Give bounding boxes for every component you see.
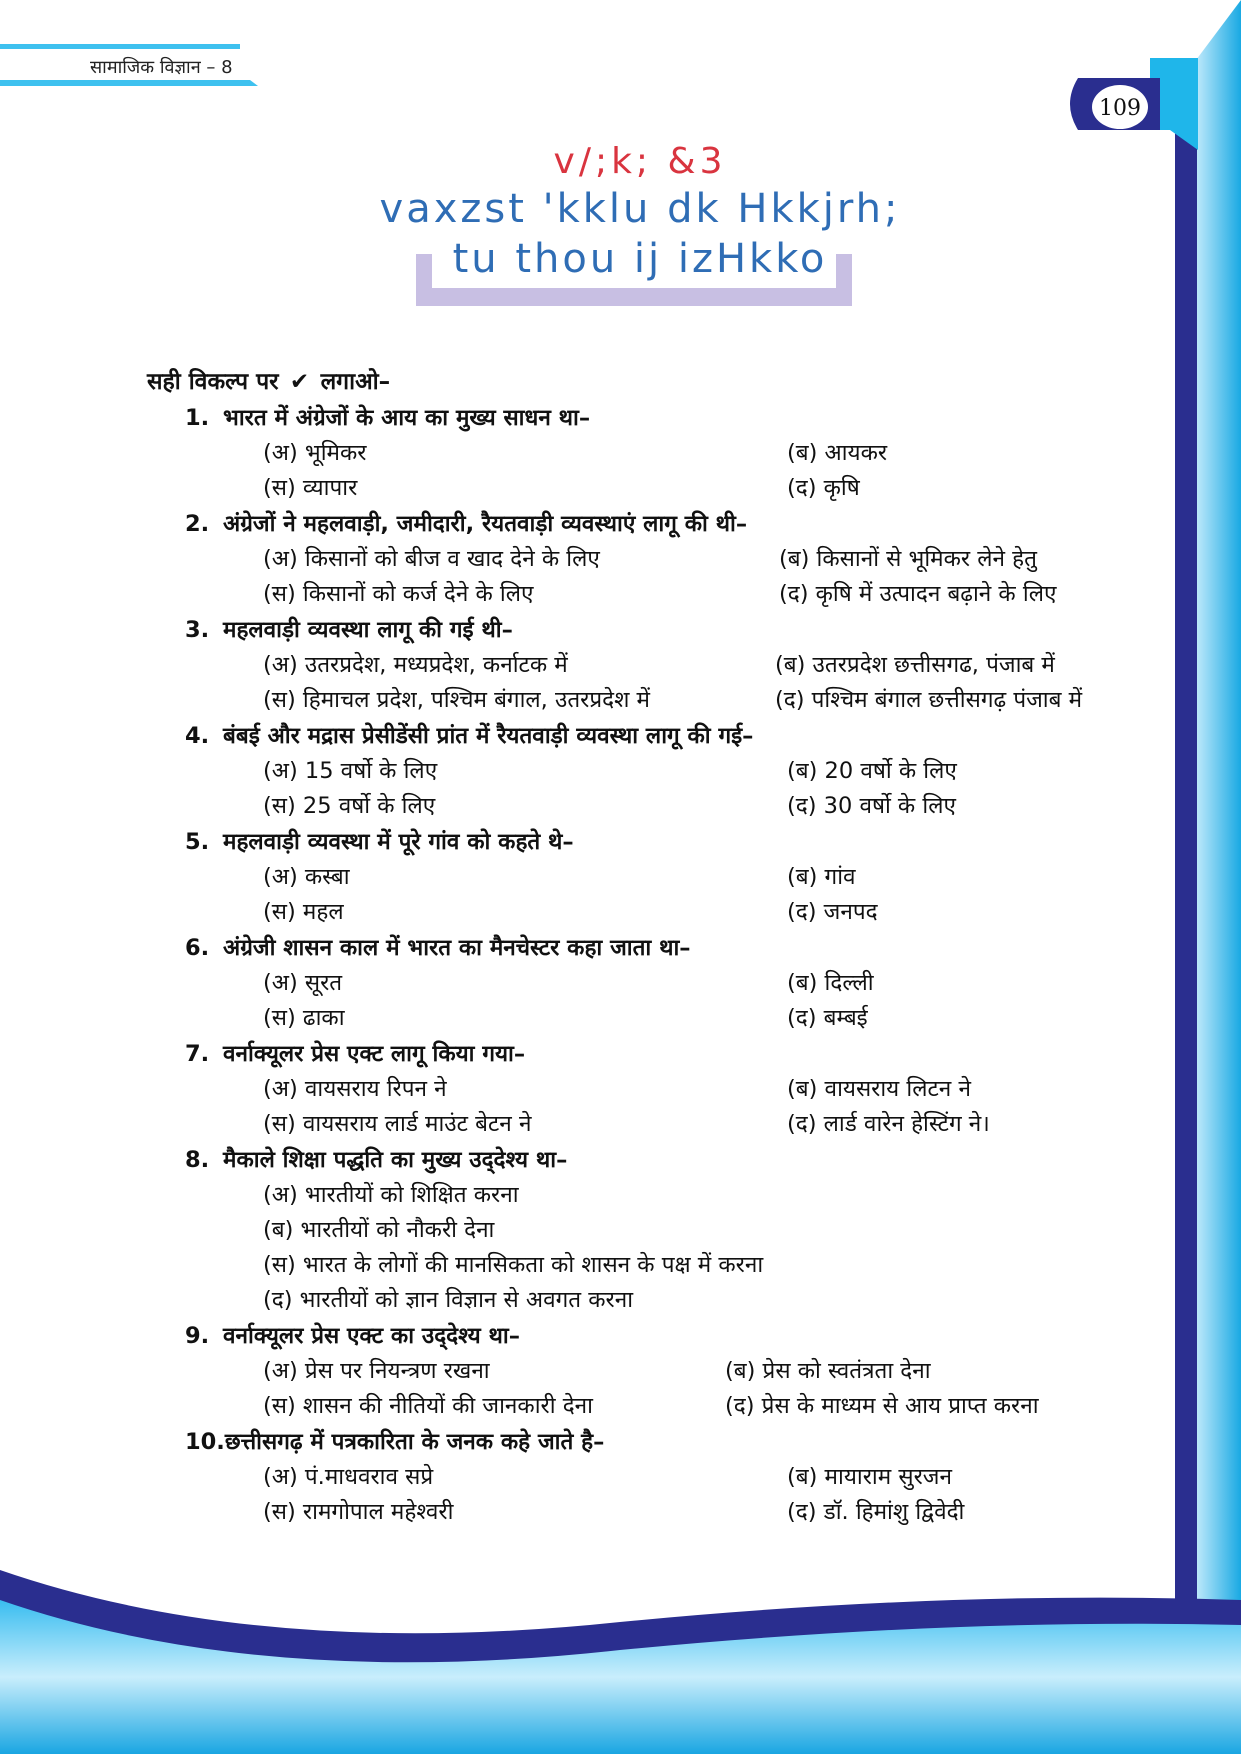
question-text: छत्तीसगढ़ में पत्रकारिता के जनक कहे जाते है– [224,1429,605,1455]
option: (स) ढाका [263,1005,345,1031]
exercise-content [147,364,1137,1530]
question-text: भारत में अंग्रेजों के आय का मुख्य साधन था– [223,405,591,431]
question-text: महलवाड़ी व्यवस्था लागू की गई थी– [223,617,513,643]
question-text: महलवाड़ी व्यवस्था में पूरे गांव को कहते थे– [223,829,574,855]
option: (द) लार्ड वारेन हेस्टिंग ने। [787,1111,990,1137]
question-number: 4. [185,723,210,749]
option: (ब) किसानों से भूमिकर लेने हेतु [779,546,1037,572]
option-grid [263,1460,1137,1530]
option: (स) किसानों को कर्ज देने के लिए [263,581,534,607]
option: (ब) आयकर [787,440,888,466]
option: (स) वायसराय लार्ड माउंट बेटन ने [263,1111,532,1137]
page-number: 109 [1099,95,1141,121]
question [185,1318,1137,1424]
option-grid [263,542,1137,612]
question-number: 9. [185,1323,210,1349]
question-text: मैकाले शिक्षा पद्धति का मुख्य उद्‌देश्य था– [223,1147,568,1173]
instruction-text-after: लगाओ– [320,369,391,395]
option: (अ) किसानों को बीज व खाद देने के लिए [263,546,600,572]
option: (अ) पं.माधवराव सप्रे [263,1464,434,1490]
option: (द) डॉ. हिमांशु द्विवेदी [787,1499,965,1525]
option: (अ) उतरप्रदेश, मध्यप्रदेश, कर्नाटक में [263,652,568,678]
question [185,718,1137,824]
instruction [147,364,1137,400]
question [185,1142,1137,1318]
question-text: बंबई और मद्रास प्रेसीडेंसी प्रांत में रैयतवाड़ी व्यवस्था लागू की गई– [223,723,754,749]
chapter-title-line-1: vaxzst 'kklu dk Hkkjrh; [379,186,901,232]
option: (द) पश्चिम बंगाल छत्तीसगढ़ पंजाब में [775,687,1083,713]
question-list [147,400,1137,1530]
question-number: 8. [185,1147,210,1173]
option: (स) हिमाचल प्रदेश, पश्चिम बंगाल, उतरप्रदेश में [263,687,651,713]
instruction-text-before: सही विकल्प पर [147,369,279,395]
question-number: 3. [185,617,210,643]
option: (द) जनपद [787,899,878,925]
option-grid [263,1354,1137,1424]
option: (द) भारतीयों को ज्ञान विज्ञान से अवगत करना [263,1287,634,1313]
option: (अ) 15 वर्षो के लिए [263,758,438,784]
option: (अ) कस्बा [263,864,350,890]
option-grid [263,860,1137,930]
question-text: वर्नाक्यूलर प्रेस एक्ट लागू किया गया– [223,1041,526,1067]
question-text: अंग्रेजों ने महलवाड़ी, जमीदारी, रैयतवाड़ी व्यवस्थाएं लागू की थी– [223,511,748,537]
chapter-title-block [350,140,930,284]
option: (स) महल [263,899,344,925]
option-grid [263,436,1137,506]
option: (ब) भारतीयों को नौकरी देना [263,1217,495,1243]
option: (ब) गांव [787,864,856,890]
question-text: वर्नाक्यूलर प्रेस एक्ट का उद्‌देश्य था– [223,1323,520,1349]
chapter-title-line-2: tu thou ij izHkko [452,236,828,282]
option: (द) 30 वर्षो के लिए [787,793,956,819]
header-line-top [0,44,240,49]
option: (स) शासन की नीतियों की जानकारी देना [263,1393,593,1419]
option: (अ) भूमिकर [263,440,367,466]
chapter-label: v/;k; &3 [553,141,727,182]
question-number: 5. [185,829,210,855]
option: (स) 25 वर्षो के लिए [263,793,436,819]
option: (द) कृषि [787,475,860,501]
option: (स) भारत के लोगों की मानसिकता को शासन के पक्ष में करना [263,1252,764,1278]
option: (अ) वायसराय रिपन ने [263,1076,447,1102]
question-number: 7. [185,1041,210,1067]
question-text: अंग्रेजी शासन काल में भारत का मैनचेस्टर कहा जाता था– [223,935,691,961]
question [185,930,1137,1036]
option: (द) कृषि में उत्पादन बढ़ाने के लिए [779,581,1057,607]
option: (ब) 20 वर्षो के लिए [787,758,957,784]
option: (अ) प्रेस पर नियन्त्रण रखना [263,1358,490,1384]
question [185,612,1137,718]
side-panel [1196,0,1241,1754]
option-grid [263,754,1137,824]
question [185,1036,1137,1142]
question [185,506,1137,612]
option-grid [263,1072,1137,1142]
option: (ब) दिल्ली [787,970,874,996]
question [185,400,1137,506]
option: (द) प्रेस के माध्यम से आय प्राप्त करना [725,1393,1039,1419]
question [185,824,1137,930]
side-bar-navy [1175,58,1197,1618]
option: (ब) प्रेस को स्वतंत्रता देना [725,1358,931,1384]
question-number: 10. [185,1429,225,1455]
question-number: 6. [185,935,210,961]
option: (ब) वायसराय लिटन ने [787,1076,971,1102]
header-line-bottom [0,80,258,86]
option: (द) बम्बई [787,1005,868,1031]
question-number: 1. [185,405,210,431]
check-icon: ✔ [289,369,310,395]
option: (ब) मायाराम सुरजन [787,1464,952,1490]
option: (स) व्यापार [263,475,358,501]
option: (ब) उतरप्रदेश छत्तीसगढ, पंजाब में [775,652,1055,678]
question-number: 2. [185,511,210,537]
option-list [263,1178,1137,1318]
option: (अ) भारतीयों को शिक्षित करना [263,1182,519,1208]
header-subject: सामाजिक विज्ञान – 8 [90,57,233,78]
option-grid [263,966,1137,1036]
option: (अ) सूरत [263,970,343,996]
option-grid [263,648,1137,718]
question [185,1424,1137,1530]
option: (स) रामगोपाल महेश्वरी [263,1499,454,1525]
